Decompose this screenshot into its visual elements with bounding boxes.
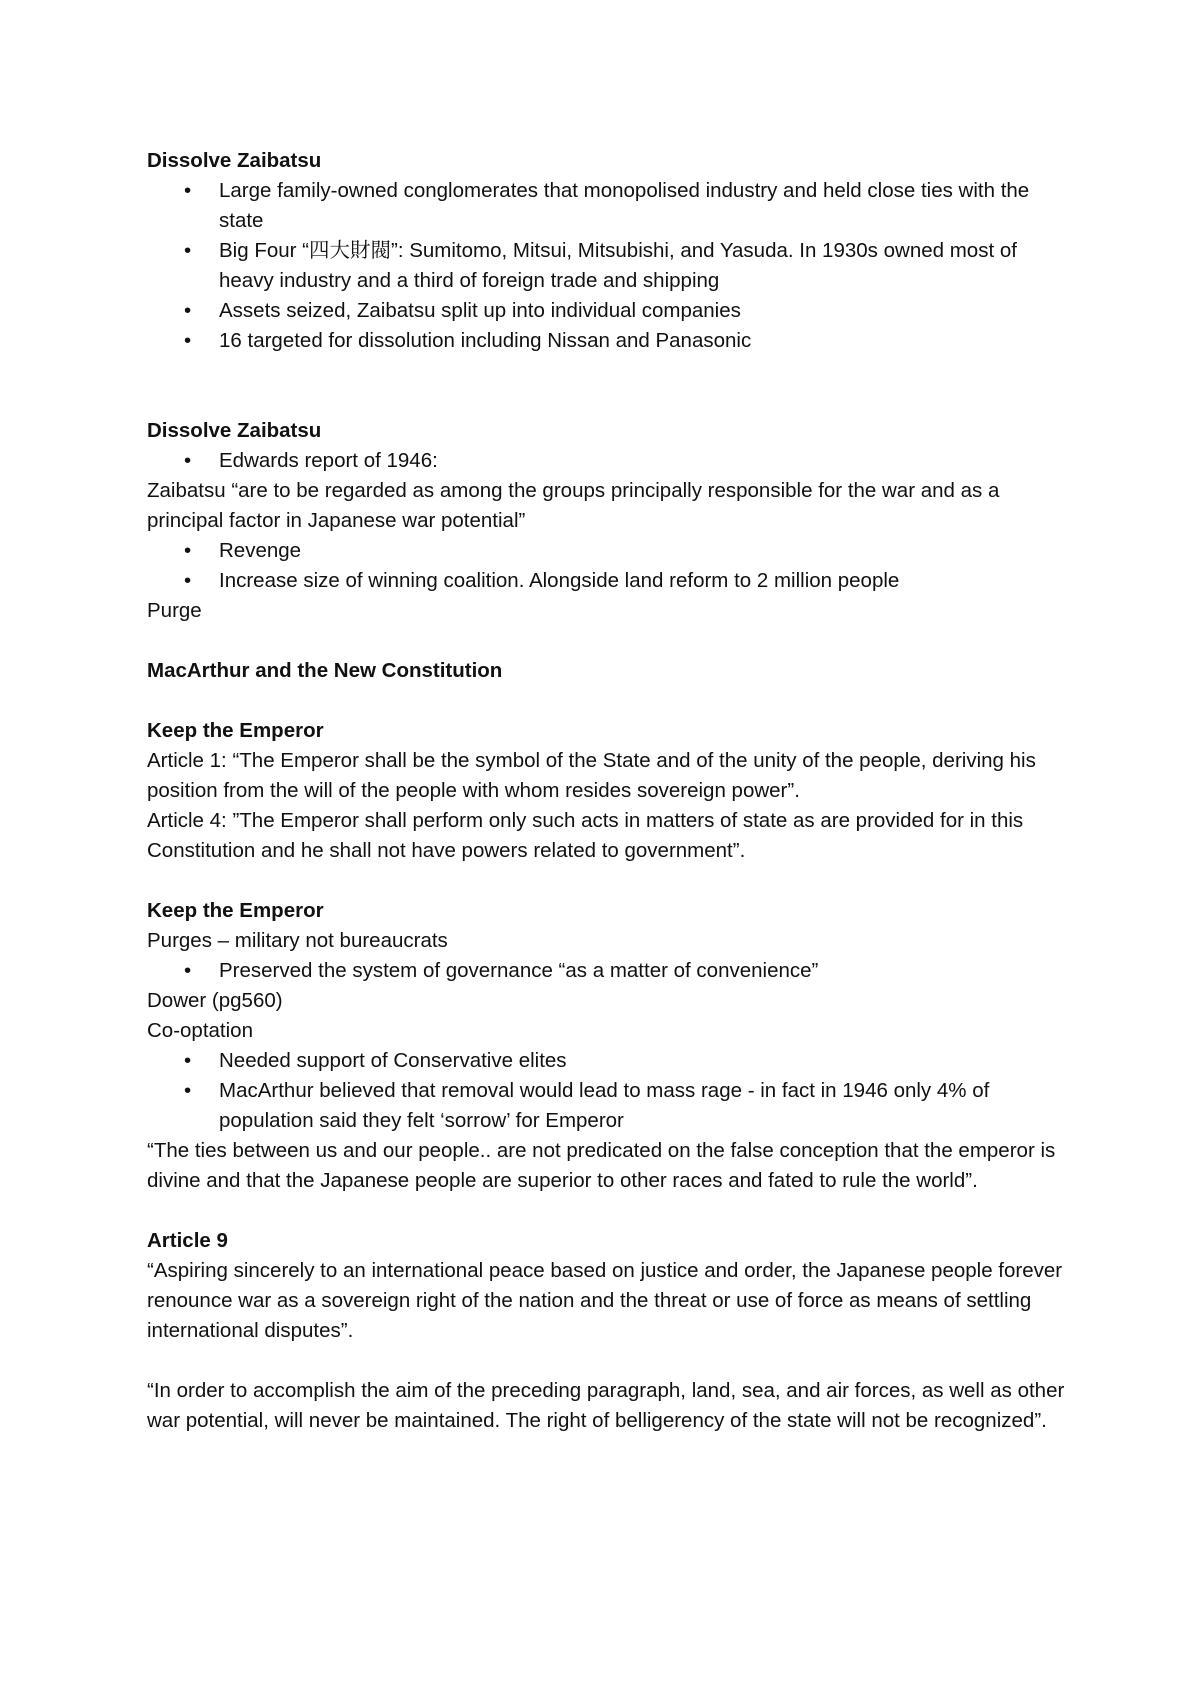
list-item-text: Preserved the system of governance “as a matter of convenience” bbox=[219, 959, 819, 982]
list-item-text: MacArthur believed that removal would lead to mass rage - in fact in 1946 only 4% of population said they felt ‘sorrow’ for Emperor bbox=[219, 1079, 990, 1132]
list-item-text: Big Four “四大財閥”: Sumitomo, Mitsui, Mitsubishi, and Yasuda. In 1930s owned most of heavy industry and a third of foreign trade and shipping bbox=[219, 239, 1017, 292]
document-page bbox=[147, 146, 1067, 1436]
section-heading: Keep the Emperor bbox=[147, 719, 324, 742]
list-item bbox=[147, 326, 1067, 356]
list-item-text: 16 targeted for dissolution including Nissan and Panasonic bbox=[219, 329, 752, 352]
list-item bbox=[147, 956, 1067, 986]
bullet-list bbox=[147, 956, 1067, 986]
section-heading: Dissolve Zaibatsu bbox=[147, 149, 322, 172]
article-paragraph: Article 1: “The Emperor shall be the symbol of the State and of the unity of the people, deriving his position from the will of the people with whom resides sovereign power”. bbox=[147, 749, 1036, 802]
list-item bbox=[147, 176, 1067, 236]
list-item-text: Edwards report of 1946: bbox=[219, 449, 438, 472]
list-item-text: Revenge bbox=[219, 539, 302, 562]
bullet-icon: • bbox=[184, 239, 192, 262]
bullet-icon: • bbox=[184, 1049, 192, 1072]
text-line: Purges – military not bureaucrats bbox=[147, 929, 448, 952]
bullet-icon: • bbox=[184, 179, 192, 202]
list-item bbox=[147, 566, 1067, 596]
list-item bbox=[147, 1046, 1067, 1076]
list-item bbox=[147, 236, 1067, 296]
bullet-list bbox=[147, 1046, 1067, 1136]
section-heading: Keep the Emperor bbox=[147, 899, 324, 922]
text-line: Dower (pg560) bbox=[147, 989, 283, 1012]
bullet-icon: • bbox=[184, 449, 192, 472]
quote-paragraph: Zaibatsu “are to be regarded as among the groups principally responsible for the war and as a principal factor in Japanese war potential” bbox=[147, 479, 1000, 532]
bullet-list bbox=[147, 446, 1067, 476]
list-item bbox=[147, 1076, 1067, 1136]
quote-paragraph: “The ties between us and our people.. are not predicated on the false conception that the emperor is divine and that the Japanese people are superior to other races and fated to rule the world”. bbox=[147, 1139, 1056, 1192]
list-item bbox=[147, 296, 1067, 326]
bullet-icon: • bbox=[184, 299, 192, 322]
list-item-text: Increase size of winning coalition. Alongside land reform to 2 million people bbox=[219, 569, 900, 592]
quote-paragraph: “In order to accomplish the aim of the preceding paragraph, land, sea, and air forces, as well as other war potential, will never be maintained. The right of belligerency of the state will not be recognized”. bbox=[147, 1379, 1065, 1432]
article-paragraph: Article 4: ”The Emperor shall perform only such acts in matters of state as are provided for in this Constitution and he shall not have powers related to government”. bbox=[147, 809, 1024, 862]
list-item-text: Assets seized, Zaibatsu split up into individual companies bbox=[219, 299, 741, 322]
list-item bbox=[147, 536, 1067, 566]
text-line: Co-optation bbox=[147, 1019, 253, 1042]
bullet-icon: • bbox=[184, 569, 192, 592]
list-item bbox=[147, 446, 1067, 476]
section-heading: Dissolve Zaibatsu bbox=[147, 419, 322, 442]
bullet-list bbox=[147, 176, 1067, 356]
text-line: Purge bbox=[147, 599, 202, 622]
section-heading: MacArthur and the New Constitution bbox=[147, 659, 503, 682]
list-item-text: Large family-owned conglomerates that monopolised industry and held close ties with the state bbox=[219, 179, 1030, 232]
bullet-icon: • bbox=[184, 539, 192, 562]
bullet-icon: • bbox=[184, 1079, 192, 1102]
section-heading: Article 9 bbox=[147, 1229, 228, 1252]
bullet-icon: • bbox=[184, 959, 192, 982]
list-item-text: Needed support of Conservative elites bbox=[219, 1049, 567, 1072]
quote-paragraph: “Aspiring sincerely to an international peace based on justice and order, the Japanese people forever renounce war as a sovereign right of the nation and the threat or use of force as means of settling international disputes”. bbox=[147, 1259, 1063, 1342]
bullet-icon: • bbox=[184, 329, 192, 352]
bullet-list bbox=[147, 536, 1067, 596]
